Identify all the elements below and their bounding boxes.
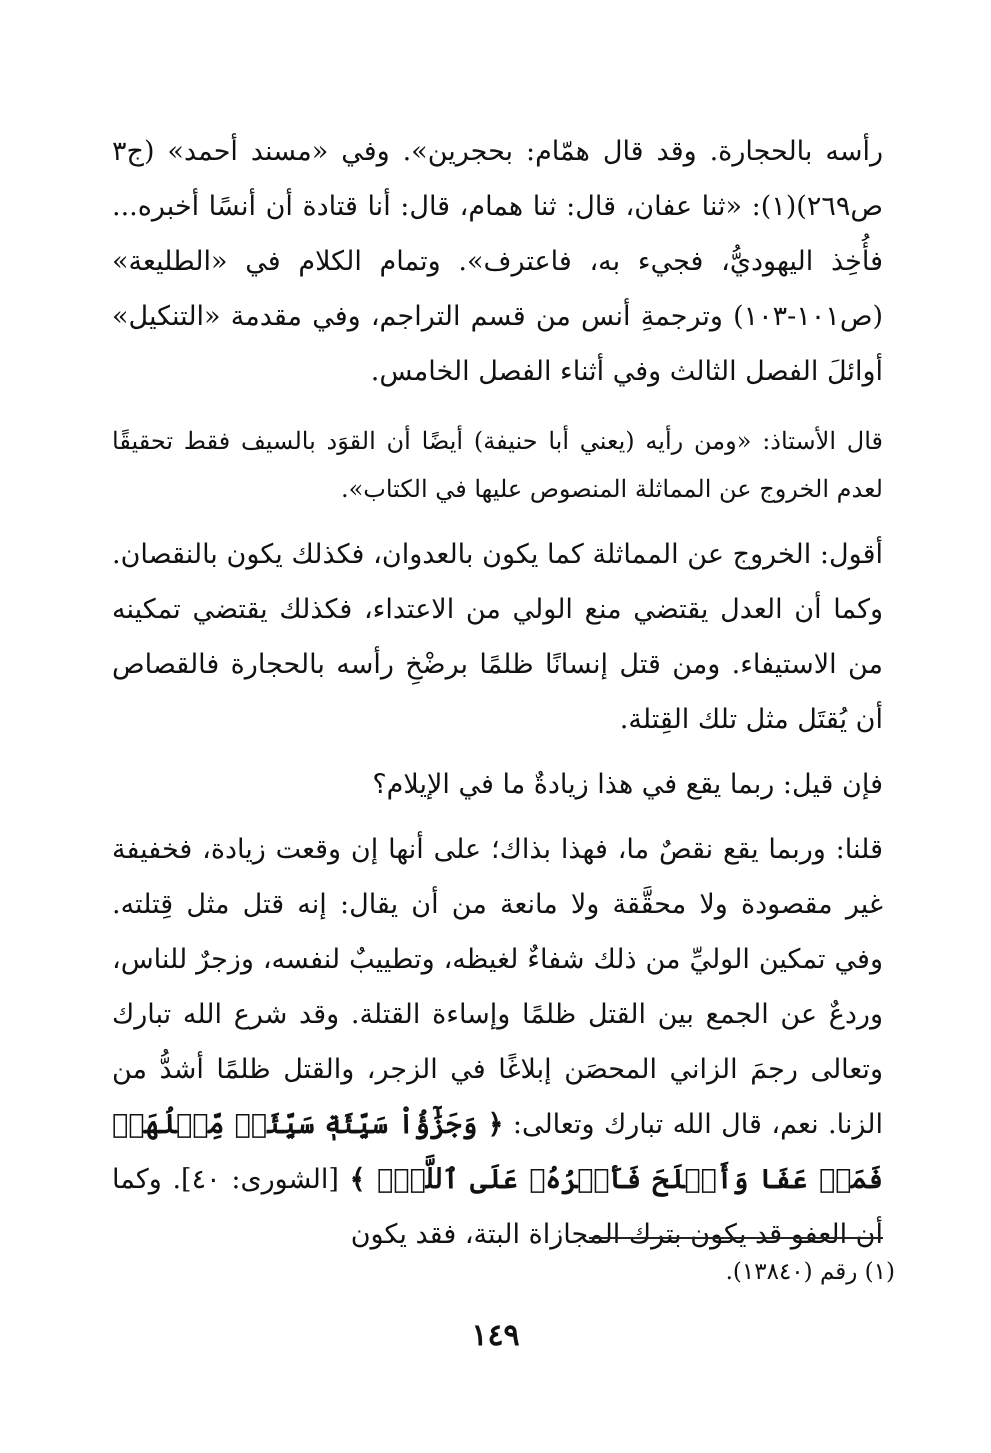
verse-reference-tail: [الشورى: ٤٠]. وكما أن العفو قد يكون بترك المجازاة البتة، فقد يكون: [112, 1164, 883, 1250]
body-text: [112, 124, 883, 1262]
paragraph-continuation: رأسه بالحجارة. وقد قال همّام: بحجرين». وفي «مسند أحمد» (ج٣ ص٢٦٩)(١): «ثنا عفان، قال: ثنا همام، قال: أنا قتادة أن أنسًا أخبره... فأُخِذ اليهوديُّ، فجيء به، فاعترف». وتمام الكلام في «الطليعة» (ص١٠١-١٠٣) وترجمةِ أنس من قسم التراجم، وفي مقدمة «التنكيل» أوائلَ الفصل الثالث وفي أثناء الفصل الخامس.: [112, 136, 884, 387]
reply-text: قلنا: وربما يقع نقصٌ ما، فهذا بذاك؛ على أنها إن وقعت زيادة، فخفيفة غير مقصودة ولا محقَّقة ولا مانعة من أن يقال: إنه قتل مثل قِتلته. وفي تمكين الوليِّ من ذلك شفاءٌ لغيظه، وتطييبٌ لنفسه، وزجرٌ للناس، وردعٌ عن الجمع بين القتل ظلمًا وإساءة القتلة. وقد شرع الله تبارك وتعالى رجمَ الزاني المحصَن إبلاغًا في الزجر، والقتل ظلمًا أشدُّ من الزنا. نعم، قال الله تبارك وتعالى:: [112, 834, 883, 1140]
paragraph-ustadh-quote: قال الأستاذ: «ومن رأيه (يعني أبا حنيفة) أيضًا أن القوَد بالسيف فقط تحقيقًا لعدم الخروج عن المماثلة المنصوص عليها في الكتاب».: [112, 427, 883, 503]
paragraph-objection: فإن قيل: ربما يقع في هذا زيادةٌ ما في الإيلام؟: [372, 769, 883, 800]
quran-verse: ﴿ وَجَزَٰٓؤُاْ سَيِّئَةٖ سَيِّئَةٞ مِّثۡلُهَاۖ فَمَنۡ عَفَا وَأَصۡلَحَ فَأَجۡرُهُۥ عَلَى ٱللَّهِۚ ﴾: [112, 1109, 883, 1195]
footnote-divider: [589, 1237, 883, 1239]
footnote: (١) رقم (١٣٨٤٠).: [725, 1259, 895, 1285]
paragraph-response: أقول: الخروج عن المماثلة كما يكون بالعدوان، فكذلك يكون بالنقصان. وكما أن العدل يقتضي منع الولي من الاعتداء، فكذلك يقتضي تمكينه من الاستيفاء. ومن قتل إنسانًا ظلمًا برضْخِ رأسه بالحجارة فالقصاص أن يُقتَل مثل تلك القِتلة.: [112, 539, 883, 735]
page-number: ١٤٩: [471, 1318, 520, 1353]
paragraph-reply: [112, 822, 883, 1262]
